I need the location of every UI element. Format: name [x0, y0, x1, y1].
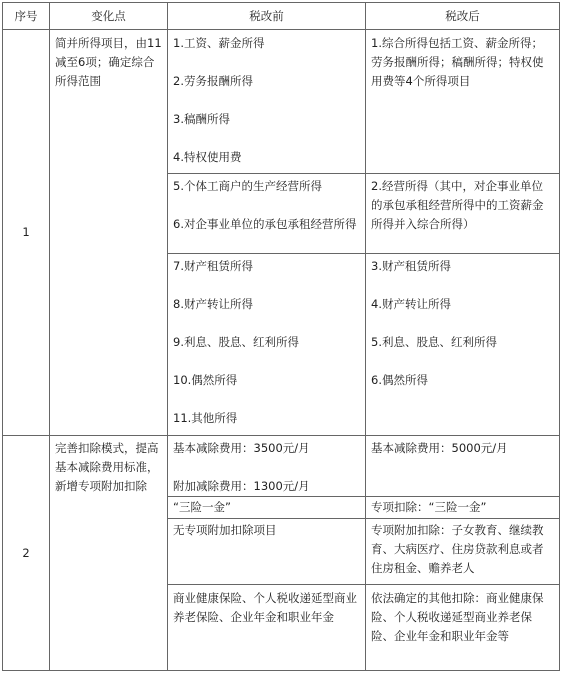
header-seq: 序号: [3, 3, 50, 30]
header-row: [3, 3, 560, 30]
row2-c-before: 无专项附加扣除项目: [168, 519, 366, 585]
row1-b-after: 2.经营所得（其中，对企事业单位的承包承租经营所得中的工资薪金所得并入综合所得）: [366, 174, 560, 254]
header-after: 税改后: [366, 3, 560, 30]
table-row: [3, 30, 560, 174]
row2-a-after: 基本减除费用：5000元/月: [366, 436, 560, 497]
row1-a-after: 1.综合所得包括工资、薪金所得；劳务报酬所得；稿酬所得；特权使用费等4个所得项目: [366, 30, 560, 174]
row2-seq: 2: [3, 436, 50, 671]
cell-line: 5.个体工商户的生产经营所得: [173, 179, 322, 193]
cell-line: 4.财产转让所得: [371, 297, 451, 311]
row2-a-before: [168, 436, 366, 497]
row2-d-after: 依法确定的其他扣除：商业健康保险、个人税收递延型商业养老保险、企业年金和职业年金等: [366, 585, 560, 671]
row2-c-after: 专项附加扣除：子女教育、继续教育、大病医疗、住房贷款利息或者住房租金、赡养老人: [366, 519, 560, 585]
cell-line: 2.劳务报酬所得: [173, 74, 253, 88]
cell-line: 7.财产租赁所得: [173, 259, 253, 273]
row1-c-before: [168, 254, 366, 436]
row2-change: 完善扣除模式，提高基本减除费用标准，新增专项附加扣除: [50, 436, 168, 671]
cell-line: 11.其他所得: [173, 411, 238, 425]
row2-b-after: 专项扣除：“三险一金”: [366, 497, 560, 519]
cell-line: 8.财产转让所得: [173, 297, 253, 311]
cell-line: 4.特权使用费: [173, 150, 242, 164]
cell-line: 6.偶然所得: [371, 373, 428, 387]
cell-line: 3.稿酬所得: [173, 112, 230, 126]
row1-c-after: [366, 254, 560, 436]
cell-line: 6.对企事业单位的承包承租经营所得: [173, 217, 357, 231]
row2-b-before: “三险一金”: [168, 497, 366, 519]
cell-line: 9.利息、股息、红利所得: [173, 335, 299, 349]
row2-d-before: 商业健康保险、个人税收递延型商业养老保险、企业年金和职业年金: [168, 585, 366, 671]
cell-line: 3.财产租赁所得: [371, 259, 451, 273]
header-change: 变化点: [50, 3, 168, 30]
cell-line: 1.工资、薪金所得: [173, 36, 265, 50]
row1-change: 简并所得项目，由11减至6项；确定综合所得范围: [50, 30, 168, 436]
cell-line: 附加减除费用：1300元/月: [173, 479, 310, 493]
table-row: [3, 436, 560, 497]
row1-a-before: [168, 30, 366, 174]
row1-seq: 1: [3, 30, 50, 436]
cell-line: 10.偶然所得: [173, 373, 238, 387]
tax-reform-table: [2, 2, 560, 671]
row1-b-before: [168, 174, 366, 254]
cell-line: 5.利息、股息、红利所得: [371, 335, 497, 349]
cell-line: 基本减除费用：3500元/月: [173, 441, 310, 455]
header-before: 税改前: [168, 3, 366, 30]
